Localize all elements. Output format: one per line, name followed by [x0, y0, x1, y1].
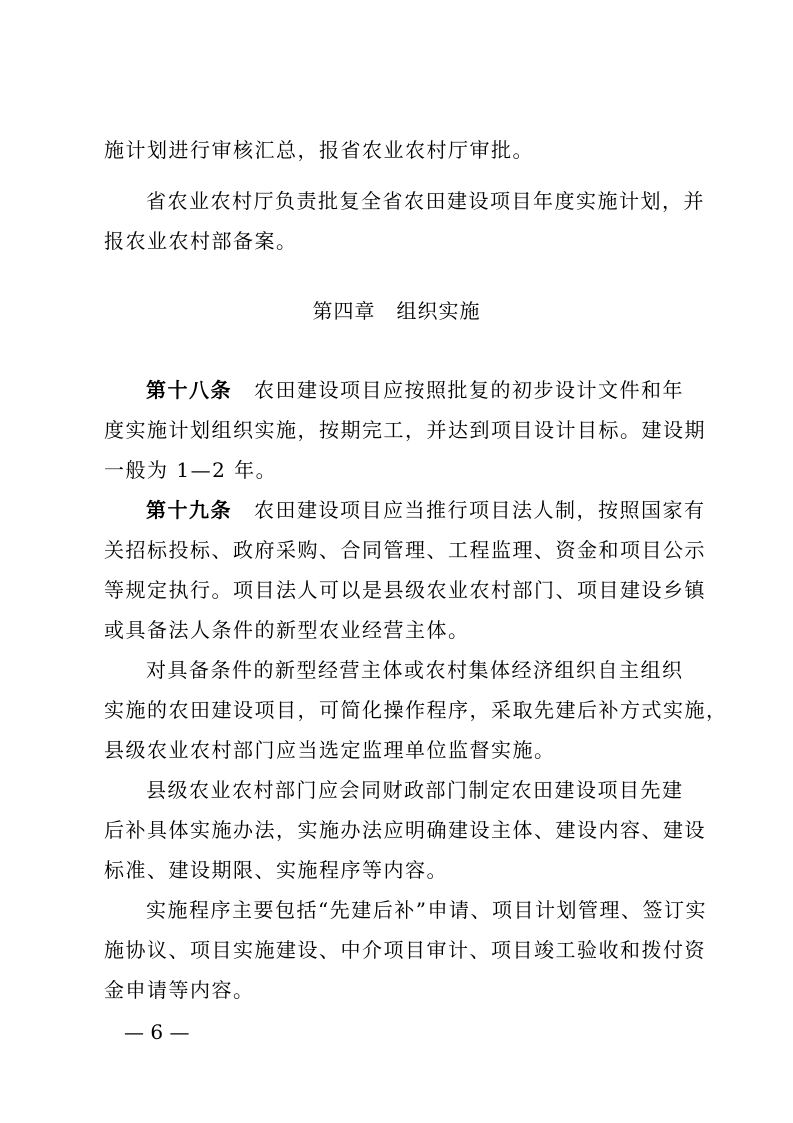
text-line: 对具备条件的新型经营主体或农村集体经济组织自主组织	[146, 658, 684, 682]
text-line: 等规定执行。项目法人可以是县级农业农村部门、项目建设乡镇	[104, 578, 706, 602]
text-line: 关招标投标、政府采购、合同管理、工程监理、资金和项目公示	[104, 538, 706, 562]
article-label: 第十九条	[146, 498, 232, 522]
text-line: 金申请等内容。	[104, 978, 255, 1002]
text-line: 施计划进行审核汇总，报省农业农村厅审批。	[104, 138, 534, 162]
text-line: 县级农业农村部门应会同财政部门制定农田建设项目先建	[146, 778, 684, 802]
text-line: 实施程序主要包括“先建后补”申请、项目计划管理、签订实	[146, 898, 707, 922]
chapter-heading: 第四章 组织实施	[312, 299, 481, 323]
text-line: 报农业农村部备案。	[104, 229, 298, 253]
text-line: 农田建设项目应按照批复的初步设计文件和年	[254, 378, 684, 402]
text-line: 一般为 1—2 年。	[104, 458, 278, 482]
text-line: 或具备法人条件的新型农业经营主体。	[104, 618, 470, 642]
article-first-line	[146, 376, 696, 404]
text-line: 省农业农村厅负责批复全省农田建设项目年度实施计划，并	[146, 189, 705, 213]
text-line: 后补具体实施办法，实施办法应明确建设主体、建设内容、建设	[104, 818, 706, 842]
text-line: 实施的农田建设项目，可简化操作程序，采取先建后补方式实施，	[104, 698, 728, 722]
text-line: 农田建设项目应当推行项目法人制，按照国家有	[254, 498, 706, 522]
text-line: 县级农业农村部门应当选定监理单位监督实施。	[104, 738, 556, 762]
text-line: 施协议、项目实施建设、中介项目审计、项目竣工验收和拨付资	[104, 938, 706, 962]
text-line: 度实施计划组织实施，按期完工，并达到项目设计目标。建设期	[104, 418, 706, 442]
article-first-line	[146, 496, 706, 524]
page-number: — 6 —	[124, 1020, 190, 1044]
article-label: 第十八条	[146, 378, 232, 402]
text-line: 标准、建设期限、实施程序等内容。	[104, 858, 448, 882]
